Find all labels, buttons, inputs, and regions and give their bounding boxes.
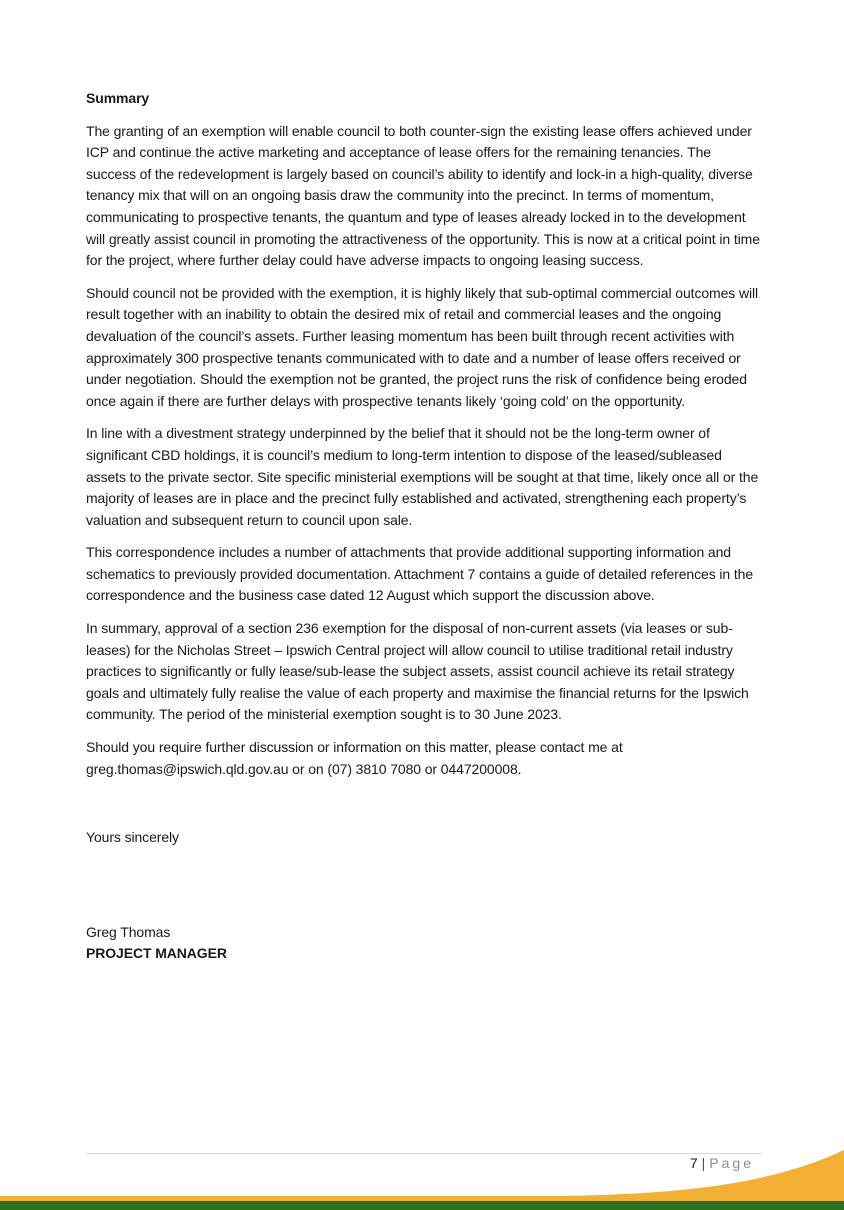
page-word: Page bbox=[709, 1155, 754, 1171]
page-number-value: 7 bbox=[689, 1155, 698, 1171]
signature-name: Greg Thomas bbox=[86, 923, 171, 940]
signature-title: PROJECT MANAGER bbox=[86, 945, 227, 962]
paragraph: Should council not be provided with the exemption, it is highly likely that sub-optimal commercial outcomes will result together with an inability to obtain the desired mix of retail and commercial leases and the ongoing devaluation of the council’s assets. Further leasing momentum has been built through recent activities with approximately 300 prospective tenants communicated with to date and a number of lease offers received or under negotiation. Should the exemption not be granted, the project runs the risk of confidence being eroded once again if there are further delays with prospective tenants likely ‘going cold’ on the opportunity. bbox=[86, 284, 759, 409]
paragraph-contact: Should you require further discussion or information on this matter, please contact me at greg.thomas@ipswich.qld.gov.au or on (07) 3810 7080 or 0447200008. bbox=[86, 739, 623, 777]
section-heading: Summary bbox=[86, 90, 150, 106]
page-number-separator: | bbox=[701, 1155, 706, 1171]
footer-green-strip bbox=[0, 1201, 844, 1210]
paragraph: The granting of an exemption will enable council to both counter-sign the existing lease offers achieved under ICP and continue the active marketing and acceptance of lease offers for the remaining tenancies. The success of the redevelopment is largely based on council’s ability to identify and lock-in a high-quality, diverse tenancy mix that will on an ongoing basis draw the community into the precinct. In terms of momentum, communicating to prospective tenants, the quantum and type of leases already locked in to the development will greatly assist council in promoting the attractiveness of the opportunity. This is now at a critical point in time for the project, where further delay could have adverse impacts to ongoing leasing success. bbox=[86, 122, 760, 269]
closing-salutation: Yours sincerely bbox=[86, 829, 179, 846]
paragraph: In summary, approval of a section 236 exemption for the disposal of non-current assets (via leases or sub-leases) for the Nicholas Street – Ipswich Central project will allow council to utilise traditional retail industry practices to significantly or fully lease/sub-lease the subject assets, assist council achieve its retail strategy goals and ultimately fully realise the value of each property and maximise the financial returns for the Ipswich community. The period of the ministerial exemption sought is to 30 June 2023. bbox=[86, 620, 749, 723]
letter-body bbox=[86, 88, 762, 965]
paragraph: This correspondence includes a number of attachments that provide additional supporting information and schematics to previously provided documentation. Attachment 7 contains a guide of detailed references in the correspondence and the business case dated 12 August which support the discussion above. bbox=[86, 544, 754, 604]
footer-decorative-band bbox=[0, 1150, 844, 1210]
paragraph: In line with a divestment strategy underpinned by the belief that it should not be the long-term owner of significant CBD holdings, it is council’s medium to long-term intention to dispose of the leased/subleased assets to the private sector. Site specific ministerial exemptions will be sought at that time, likely once all or the majority of leases are in place and the precinct fully established and activated, strengthening each property’s valuation and subsequent return to council upon sale. bbox=[86, 425, 759, 528]
